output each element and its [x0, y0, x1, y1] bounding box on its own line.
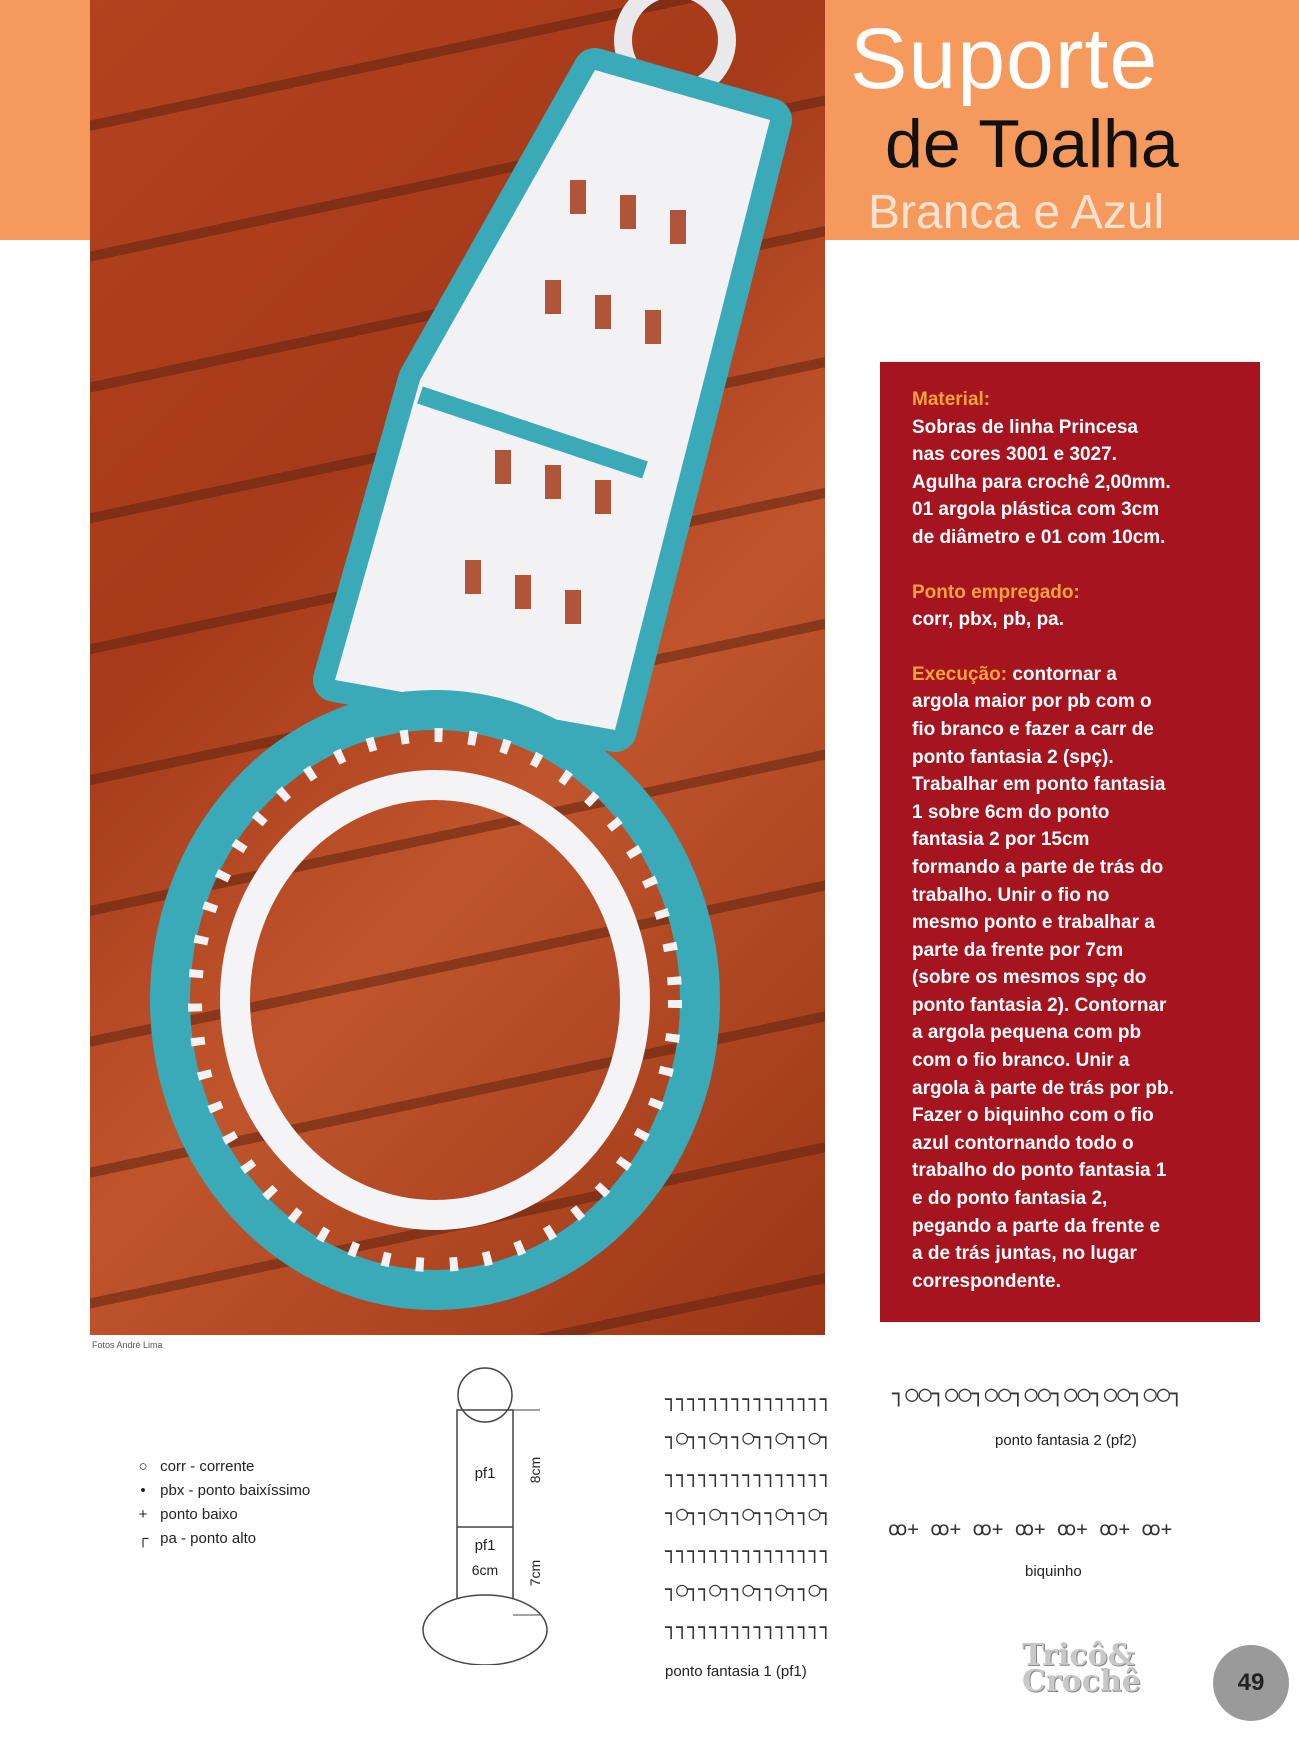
chart-row: ┐○┐┐○┐┐○┐┐○┐┐○┐ [665, 1577, 831, 1601]
chart-row: ┐○┐┐○┐┐○┐┐○┐┐○┐ [665, 1425, 831, 1449]
title-line-3: Branca e Azul [868, 186, 1165, 239]
legend-label: pbx - ponto baixíssimo [160, 1482, 311, 1499]
title-line-1: Suporte [850, 11, 1159, 107]
chart-row: ┐┐┐┐┐┐┐┐┐┐┐┐┐┐┐ [665, 1463, 831, 1487]
execucao-section [912, 661, 1238, 1296]
logo-line-2: Crochê [1022, 1664, 1141, 1699]
photo-credit: Fotos André Lima [92, 1340, 163, 1350]
legend-label: corr - corrente [160, 1458, 255, 1475]
execucao-text: contornar a argola maior por pb com o fio branco e fazer a carr de ponto fantasia 2 (spç). Trabalhar em ponto fantasia 1 sobre 6cm do ponto fantasia 2 por 15cm formando a parte de trás do trabalho. Unir o fio no mesmo ponto e trabalhar a parte da frente por 7cm (sobre os mesmos spç do ponto fantasia 2). Contornar a argola pequena com pb com o fio branco. Unir a argola à parte de trás por pb. Fazer o biquinho com o fio azul contornando todo o trabalho do ponto fantasia 1 e do ponto fantasia 2, pegando a parte da frente e a de trás juntas, no lugar correspondente. [912, 663, 1174, 1292]
diagram-upper-label: pf1 [474, 1465, 496, 1482]
double-crochet-symbol-icon: ┌ [137, 1530, 149, 1547]
legend-item [130, 1527, 310, 1551]
legend-item [130, 1503, 310, 1527]
crochet-towel-holder-illustration [90, 0, 825, 1335]
pf1-caption: ponto fantasia 1 (pf1) [665, 1663, 807, 1680]
legend-item [130, 1455, 310, 1479]
slip-stitch-symbol-icon: • [140, 1482, 146, 1499]
diagram-upper-measure: 8cm [527, 1456, 543, 1484]
magazine-logo [1022, 1638, 1141, 1699]
biquinho-stitch-chart: ꝏ+ ꝏ+ ꝏ+ ꝏ+ ꝏ+ ꝏ+ ꝏ+ [888, 1518, 1173, 1540]
legend-item [130, 1479, 310, 1503]
page-number: 49 [1213, 1645, 1289, 1721]
chart-row: ┐┐┐┐┐┐┐┐┐┐┐┐┐┐┐ [665, 1539, 831, 1563]
chart-row: ┐┐┐┐┐┐┐┐┐┐┐┐┐┐┐ [665, 1615, 831, 1639]
single-crochet-symbol-icon: + [138, 1506, 148, 1523]
assembly-diagram [415, 1365, 575, 1665]
legend-label: pa - ponto alto [160, 1530, 257, 1547]
diagram-lower-inner: 6cm [471, 1562, 499, 1578]
title-line-2: de Toalha [885, 106, 1179, 182]
instructions-panel [880, 362, 1260, 1322]
chart-row: ┐○┐┐○┐┐○┐┐○┐┐○┐ [665, 1501, 831, 1525]
material-text: Sobras de linha Princesa nas cores 3001 e 3027. Agulha para crochê 2,00mm. 01 argola plástica com 3cm de diâmetro e 01 com 10cm. [912, 416, 1171, 548]
material-heading: Material: [912, 389, 991, 410]
pf2-caption: ponto fantasia 2 (pf2) [995, 1432, 1137, 1449]
legend-label: ponto baixo [160, 1506, 238, 1523]
chain-symbol-icon: ○ [138, 1458, 148, 1475]
ponto-text: corr, pbx, pb, pa. [912, 609, 1065, 631]
chart-row: ┐┐┐┐┐┐┐┐┐┐┐┐┐┐┐ [665, 1387, 831, 1411]
diagram-lower-measure: 7cm [527, 1559, 543, 1587]
pf1-stitch-chart [665, 1380, 855, 1646]
ponto-section [912, 579, 1238, 634]
pf2-stitch-chart: ┐○○┐○○┐○○┐○○┐○○┐○○┐○○┐ [892, 1382, 1184, 1407]
ponto-heading: Ponto empregado: [912, 581, 1080, 603]
material-section [912, 386, 1238, 552]
towel-holder-photo [90, 0, 825, 1335]
biquinho-caption: biquinho [1025, 1563, 1082, 1580]
stitch-legend [130, 1455, 310, 1551]
diagram-lower-label: pf1 [474, 1537, 496, 1554]
logo-line-1: Tricô& [1022, 1638, 1135, 1673]
execucao-heading: Execução: [912, 663, 1008, 685]
